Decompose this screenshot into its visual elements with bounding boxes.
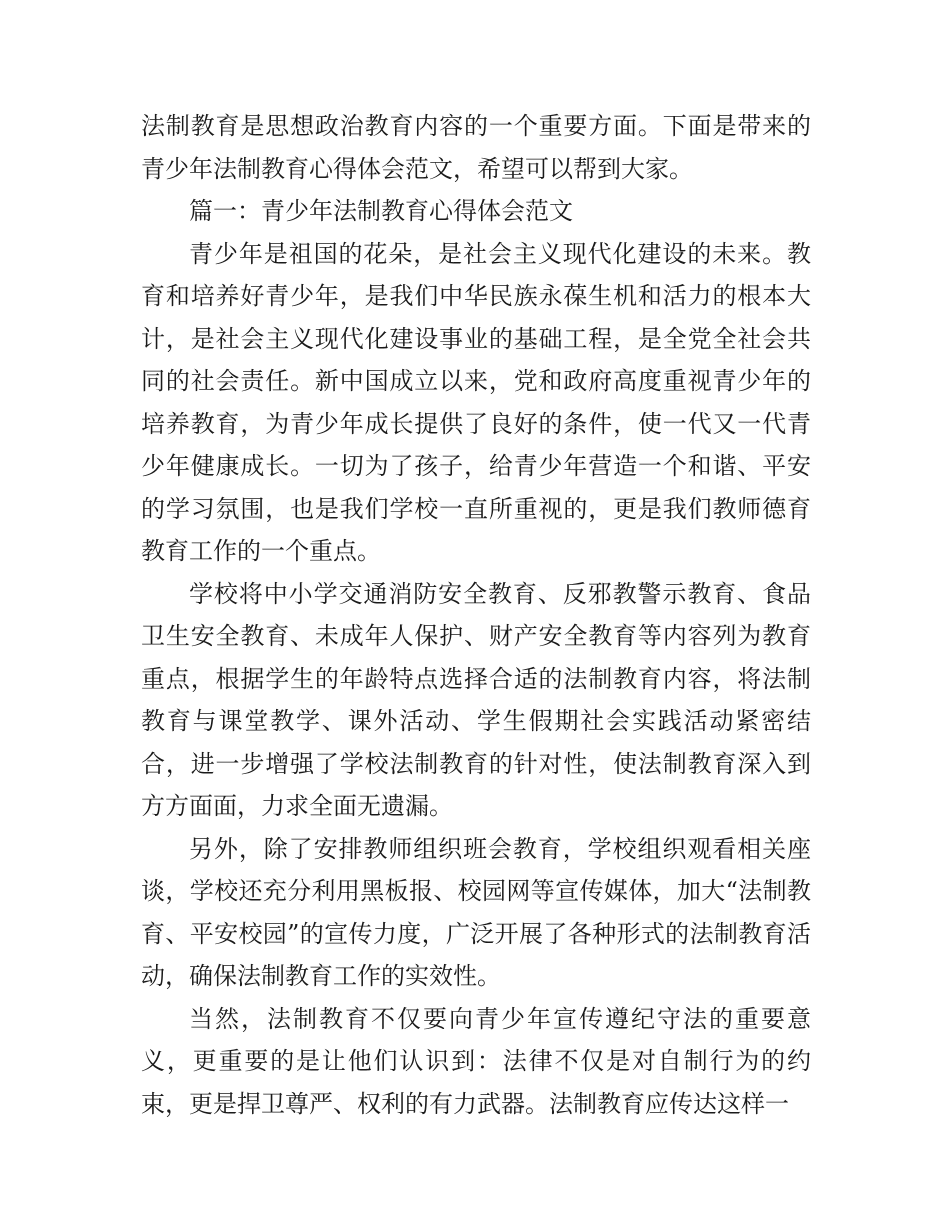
body-paragraph-1: 青少年是祖国的花朵，是社会主义现代化建设的未来。教育和培养好青少年，是我们中华民族永葆生机和活力的根本大计，是社会主义现代化建设事业的基础工程，是全党全社会共同的社会责任。新中国成立以来，党和政府高度重视青少年的培养教育，为青少年成长提供了良好的条件，使一代又一代青少年健康成长。一切为了孩子，给青少年营造一个和谐、平安的学习氛围，也是我们学校一直所重视的，更是我们教师德育教育工作的一个重点。 bbox=[141, 239, 811, 565]
document-body bbox=[141, 105, 811, 1125]
intro-paragraph: 法制教育是思想政治教育内容的一个重要方面。下面是带来的青少年法制教育心得体会范文，希望可以帮到大家。 bbox=[141, 112, 811, 183]
body-paragraph-4: 当然，法制教育不仅要向青少年宣传遵纪守法的重要意义，更重要的是让他们认识到：法律不仅是对自制行为的约束，更是捍卫尊严、权利的有力武器。法制教育应传达这样一 bbox=[141, 1004, 811, 1118]
section-heading: 篇一：青少年法制教育心得体会范文 bbox=[189, 197, 573, 225]
body-paragraph-3: 另外，除了安排教师组织班会教育，学校组织观看相关座谈，学校还充分利用黑板报、校园网等宣传媒体，加大“法制教育、平安校园”的宣传力度，广泛开展了各种形式的法制教育活动，确保法制教育工作的实效性。 bbox=[141, 834, 811, 990]
body-paragraph-2: 学校将中小学交通消防安全教育、反邪教警示教育、食品卫生安全教育、未成年人保护、财产安全教育等内容列为教育重点，根据学生的年龄特点选择合适的法制教育内容，将法制教育与课堂教学、课外活动、学生假期社会实践活动紧密结合，进一步增强了学校法制教育的针对性，使法制教育深入到方方面面，力求全面无遗漏。 bbox=[141, 579, 811, 820]
